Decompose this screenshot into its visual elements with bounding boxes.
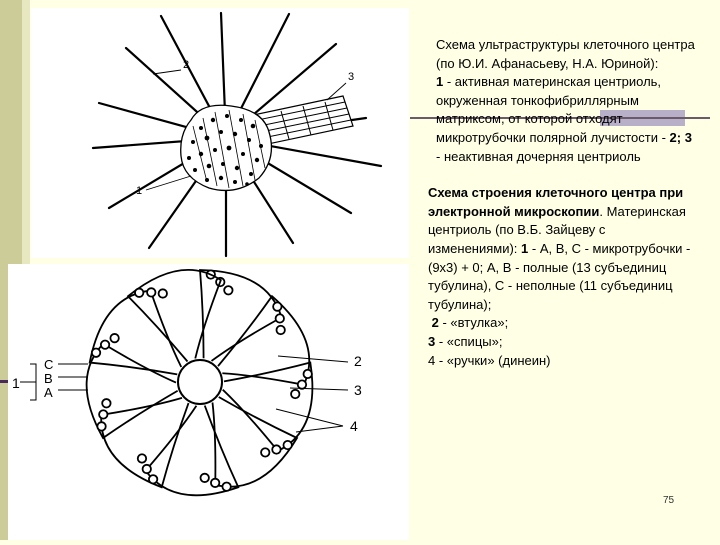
bottom-figure-label-2: 2 bbox=[354, 353, 362, 369]
bottom-figure-label-c: C bbox=[44, 357, 54, 372]
label-em-2: 2 bbox=[431, 315, 439, 331]
caption-em-intro: Материнская центриоль (по В.Б. Зайцеву с изменениями): bbox=[428, 203, 686, 256]
microtubule-circle bbox=[101, 340, 109, 348]
paragraph-em-structure bbox=[428, 184, 696, 370]
top-figure-label-2: 2 bbox=[183, 59, 190, 71]
caption-em-item-1: - A, B, C - микротрубочки - (9х3) + 0; A, B - полные (13 субъединиц тубулина), С - неполные (11 субъединиц тубулина); bbox=[428, 240, 691, 312]
caption-ultrastructure-title: Схема ультраструктуры клеточного центра (по Ю.И. Афанасьеву, Н.А. Юриной): bbox=[436, 37, 695, 71]
label-num-2-3: 2; 3 bbox=[669, 129, 692, 145]
label-em-1: 1 bbox=[521, 240, 529, 256]
bottom-figure-label-1: 1 bbox=[12, 375, 20, 391]
bottom-figure-label-3: 3 bbox=[354, 382, 362, 398]
microtubule-circle bbox=[276, 326, 284, 334]
microtubule-circle bbox=[276, 314, 284, 322]
microtubule-circle bbox=[97, 422, 105, 430]
label-em-3: 3 bbox=[428, 333, 436, 349]
page-number: 75 bbox=[663, 495, 675, 506]
caption-item-2-3: - неактивная дочерняя центриоль bbox=[436, 148, 641, 164]
microtubule-circle bbox=[273, 302, 281, 310]
centriole-blade bbox=[200, 270, 281, 361]
centriole-blade bbox=[128, 270, 221, 362]
caption-em-title: Схема строения клеточного центра при электронной микроскопии bbox=[428, 185, 684, 219]
microtubule-circle bbox=[261, 448, 269, 456]
microtubule-circle bbox=[283, 441, 291, 449]
centriole-blade bbox=[146, 406, 239, 496]
microtubule-circle bbox=[272, 445, 280, 453]
description-text bbox=[428, 36, 696, 370]
centriole-cross-section-figure bbox=[8, 264, 409, 540]
microtubule-circle bbox=[211, 479, 219, 487]
paragraph-ultrastructure bbox=[428, 36, 696, 166]
caption-em-item-3: - «спицы»; bbox=[435, 333, 503, 349]
microtubule-circle bbox=[147, 288, 155, 296]
microtubule-circle bbox=[99, 410, 107, 418]
top-figure-label-1: 1 bbox=[136, 185, 143, 197]
centriole-drawing bbox=[8, 264, 409, 540]
caption-em-item-2: - «втулка»; bbox=[438, 315, 509, 331]
bottom-figure-label-a: A bbox=[44, 385, 53, 400]
microtubule-circle bbox=[159, 289, 167, 297]
microtubule-circle bbox=[149, 475, 157, 483]
microtubule-circle bbox=[291, 390, 299, 398]
label-num-1: 1 bbox=[436, 74, 444, 90]
microtubule-circle bbox=[138, 454, 146, 462]
microtubule-circle bbox=[143, 465, 151, 473]
microtubule-circle bbox=[102, 399, 110, 407]
microtubule-circle bbox=[92, 349, 100, 357]
centriole-blade bbox=[218, 296, 309, 385]
caption-em-title-end: . bbox=[599, 203, 603, 219]
top-figure-label-3: 3 bbox=[348, 71, 355, 83]
caption-item-1: - активная материнская центриоль, окруженная тонкофибриллярным матриксом, от которой отходят микротрубочки полярной лучистости - bbox=[436, 74, 670, 145]
microtubule-circle bbox=[298, 380, 306, 388]
caption-em-item-4: 4 - «ручки» (динеин) bbox=[428, 352, 551, 368]
centrosome-ultrastructure-figure bbox=[31, 8, 409, 258]
microtubule-circle bbox=[224, 286, 232, 294]
microtubule-circle bbox=[201, 474, 209, 482]
microtubule-circle bbox=[135, 289, 143, 297]
microtubule-circle bbox=[110, 334, 118, 342]
microtubule-circle bbox=[304, 370, 312, 378]
bottom-figure-label-b: B bbox=[44, 371, 53, 386]
centrosome-drawing bbox=[31, 8, 409, 258]
microtubule-circle bbox=[222, 482, 230, 490]
bottom-figure-label-4: 4 bbox=[350, 418, 358, 434]
